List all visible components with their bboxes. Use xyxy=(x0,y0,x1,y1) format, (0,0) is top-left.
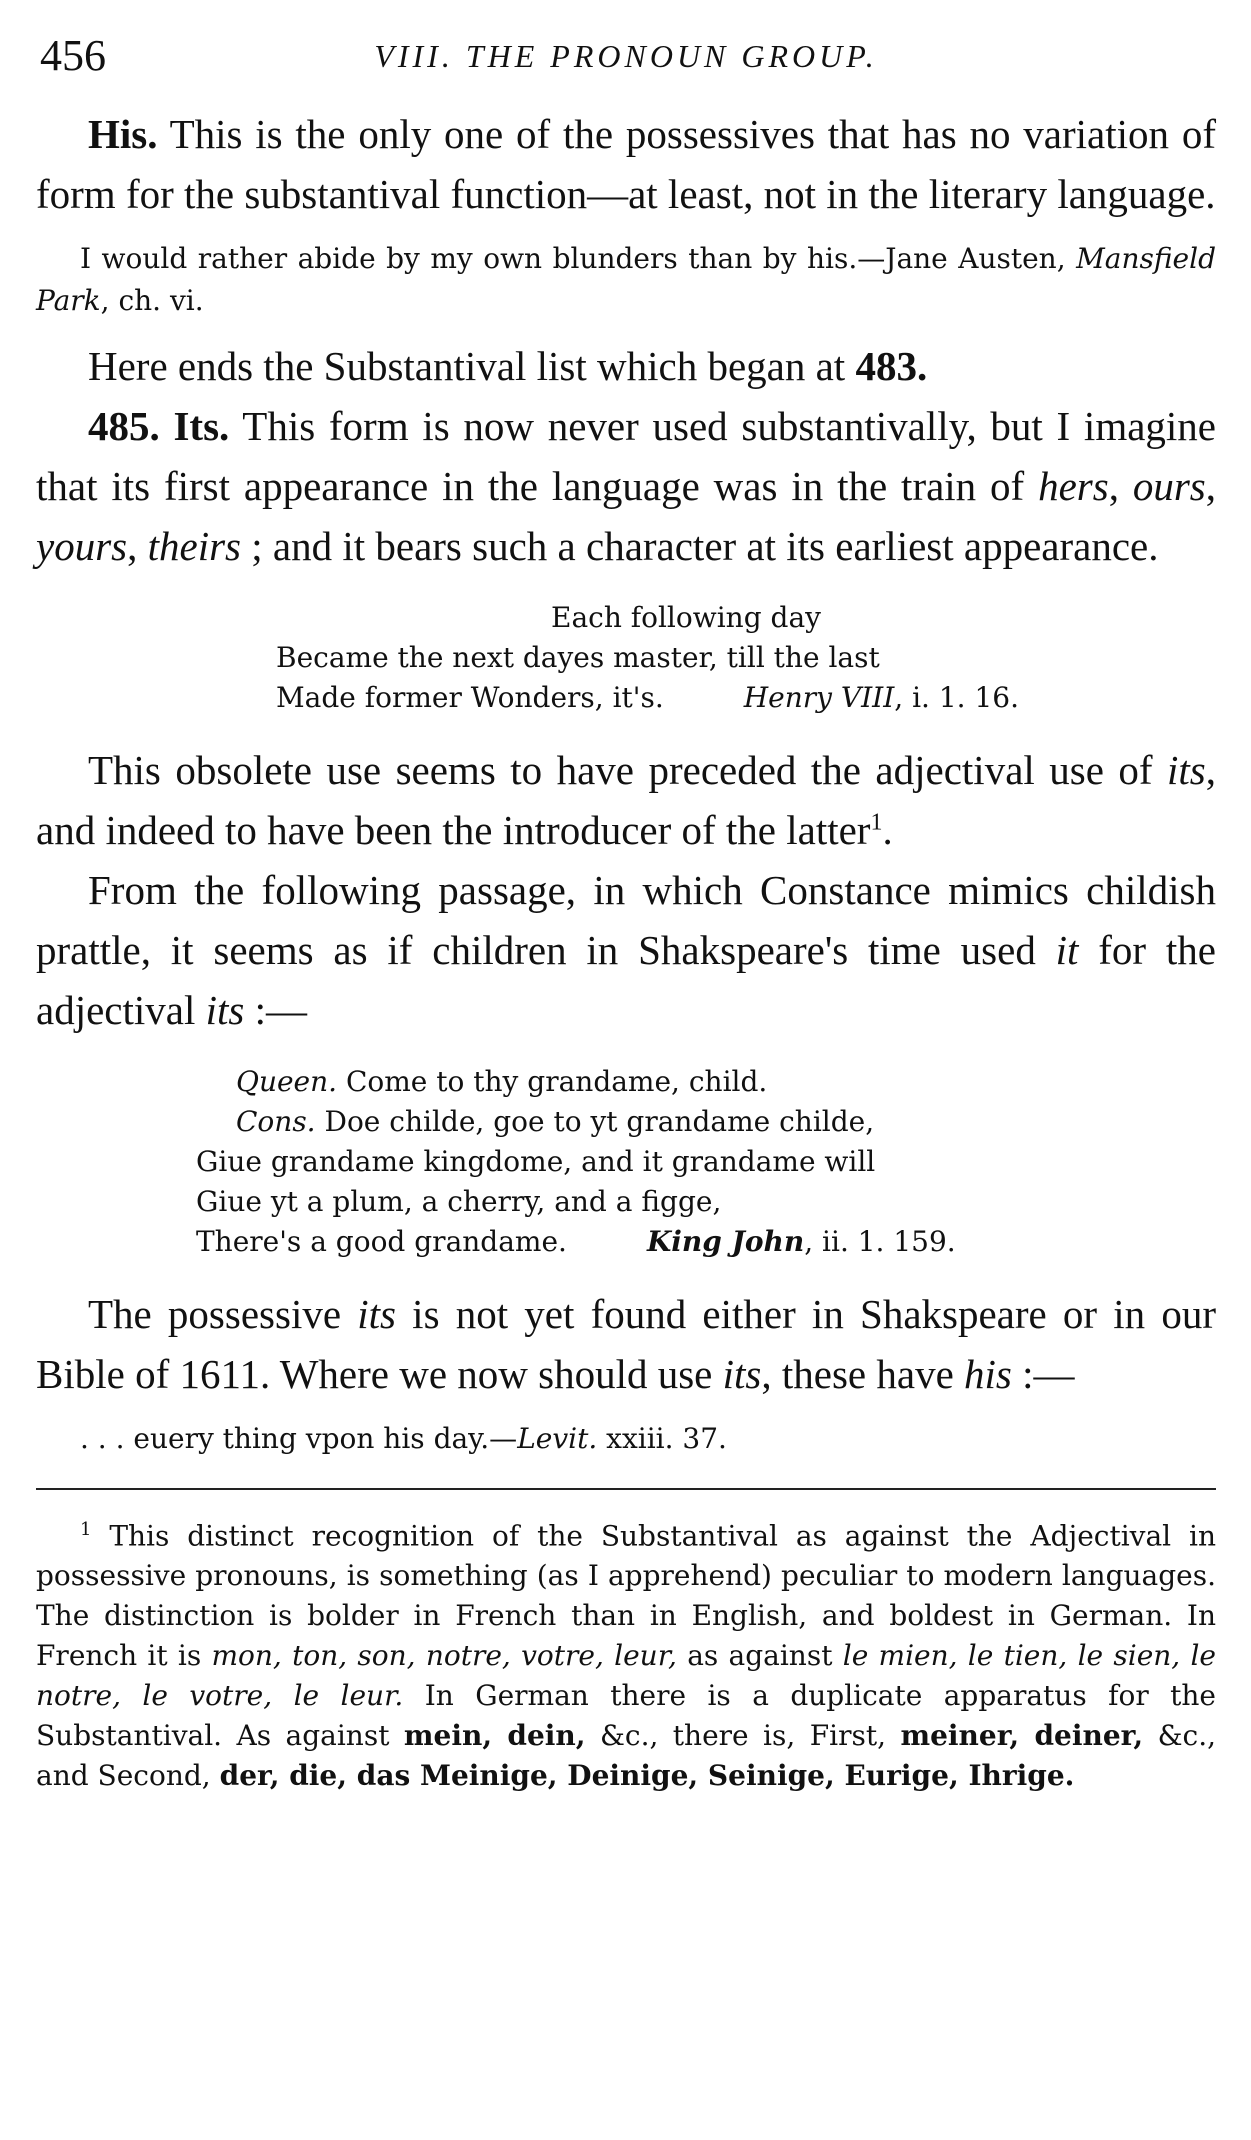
citation-reference: , ii. 1. 159. xyxy=(804,1225,956,1258)
verse-line xyxy=(276,678,1216,718)
quotation-austen xyxy=(36,238,1216,322)
paragraph-his xyxy=(36,104,1216,224)
verse-line xyxy=(196,1142,1216,1182)
italic-word: its xyxy=(722,1351,762,1397)
paragraph-following xyxy=(36,860,1216,1040)
citation-title: King John xyxy=(646,1225,805,1258)
german-forms: meiner, deiner, xyxy=(900,1719,1144,1753)
quotation-reference: , ch. vi. xyxy=(100,284,204,317)
verse-text: Became the next dayes master, till the last xyxy=(276,641,880,674)
paragraph-possessive xyxy=(36,1284,1216,1404)
italic-word: its xyxy=(357,1291,396,1337)
page-number: 456 xyxy=(40,31,106,80)
footnote-text: In German there is a duplicate apparatus for the Substantival. As against xyxy=(36,1679,1216,1753)
verse-text: Made former Wonders, it's. xyxy=(276,681,664,714)
paragraph-text: :— xyxy=(244,987,308,1033)
paragraph-text: This is the only one of the possessives that has no variation of form for the substantival function—at least, not in the literary language. xyxy=(36,111,1216,217)
italic-word: hers xyxy=(1038,463,1109,509)
verse-line xyxy=(236,1062,1216,1102)
speaker-name: Cons. xyxy=(236,1105,316,1138)
citation-title: Henry VIII xyxy=(743,681,895,714)
page-header xyxy=(36,30,1216,90)
footnote-marker[interactable]: 1 xyxy=(870,809,883,836)
verse-text: Giue yt a plum, a cherry, and a figge, xyxy=(196,1185,722,1218)
italic-word: its xyxy=(205,987,245,1033)
quotation-text: . . . euery thing vpon his day.— xyxy=(80,1422,518,1455)
punctuation: . xyxy=(882,807,893,853)
punctuation: , xyxy=(1108,463,1133,509)
quotation-source: Mansfield Park xyxy=(36,242,1216,317)
french-forms: mon, ton, son, notre, votre, leur, xyxy=(211,1639,677,1673)
verse-citation xyxy=(744,681,1019,714)
footnote-text: &c., and Second, xyxy=(36,1719,1216,1793)
paragraph-text: , and indeed to have been the introducer of the latter xyxy=(36,747,1216,853)
verse-king-john xyxy=(196,1062,1216,1262)
punctuation: , xyxy=(1205,463,1216,509)
footnote-divider xyxy=(36,1488,1216,1490)
running-head: VIII. THE PRONOUN GROUP. xyxy=(374,38,878,74)
section-heading: 485. Its. xyxy=(88,403,230,449)
footnote-text: This distinct recognition of the Substantival as against the Adjectival in possessive pronouns, is something (as I apprehend) peculiar to modern languages. The distinction is bolder in French than in English, and boldest in German. In French it is xyxy=(36,1519,1216,1673)
italic-word: theirs xyxy=(147,523,242,569)
verse-text: Giue grandame kingdome, and it grandame will xyxy=(196,1145,876,1178)
quotation-reference: xxiii. 37. xyxy=(597,1422,727,1455)
verse-citation xyxy=(647,1225,956,1258)
quotation-text: I would rather abide by my own blunders than by his.—Jane Austen, xyxy=(80,242,1077,275)
quotation-levit xyxy=(36,1418,1216,1460)
paragraph-text: ; and it bears such a character at its earliest appearance. xyxy=(241,523,1159,569)
paragraph-ends xyxy=(36,336,1216,396)
italic-word: yours xyxy=(36,523,128,569)
verse-text: Each following day xyxy=(551,601,821,634)
paragraph-text: :— xyxy=(1011,1351,1075,1397)
footnote-text: &c., there is, First, xyxy=(585,1719,901,1753)
paragraph-text: This form is now never used substantivally, but I imagine that its first appearance in the language was in the train of xyxy=(36,403,1216,509)
paragraph-its xyxy=(36,396,1216,576)
paragraph-text: From the following passage, in which Constance mimics childish prattle, it seems as if children in Shakspeare's time used xyxy=(36,867,1216,973)
verse-line xyxy=(236,1102,1216,1142)
paragraph-obsolete xyxy=(36,740,1216,860)
footnote xyxy=(36,1510,1216,1796)
footnote-number: 1 xyxy=(80,1519,92,1540)
verse-line xyxy=(551,598,1216,638)
italic-word: ours xyxy=(1132,463,1206,509)
german-forms: mein, dein, xyxy=(403,1719,586,1753)
lead-word: His. xyxy=(88,111,158,157)
verse-line xyxy=(196,1182,1216,1222)
section-reference: 483. xyxy=(855,343,928,389)
speaker-name: Queen. xyxy=(236,1065,338,1098)
book-page xyxy=(36,30,1216,1796)
punctuation: , xyxy=(127,523,148,569)
paragraph-text: , these have xyxy=(761,1351,965,1397)
verse-line xyxy=(196,1222,1216,1262)
italic-word: its xyxy=(1167,747,1206,793)
french-forms: le mien, le tien, le sien, le notre, le votre, le leur. xyxy=(36,1639,1216,1713)
verse-text: Doe childe, goe to yt grandame childe, xyxy=(315,1105,875,1138)
verse-text: Come to thy grandame, child. xyxy=(337,1065,768,1098)
paragraph-text: Here ends the Substantival list which began at xyxy=(88,343,856,389)
paragraph-text: for the adjectival xyxy=(36,927,1216,1033)
citation-reference: , i. 1. 16. xyxy=(894,681,1019,714)
paragraph-text: The possessive xyxy=(88,1291,358,1337)
verse-line xyxy=(276,638,1216,678)
quotation-source: Levit. xyxy=(517,1422,598,1455)
verse-henry xyxy=(276,598,1216,718)
paragraph-text: is not yet found either in Shakspeare or in our Bible of 1611. Where we now should use xyxy=(36,1291,1216,1397)
german-forms: der, die, das Meinige, Deinige, Seinige, Eurige, Ihrige. xyxy=(219,1759,1075,1793)
paragraph-text: This obsolete use seems to have preceded the adjectival use of xyxy=(88,747,1167,793)
italic-word: his xyxy=(964,1351,1012,1397)
italic-word: it xyxy=(1055,927,1079,973)
verse-text: There's a good grandame. xyxy=(196,1225,567,1258)
footnote-text: as against xyxy=(676,1639,843,1673)
